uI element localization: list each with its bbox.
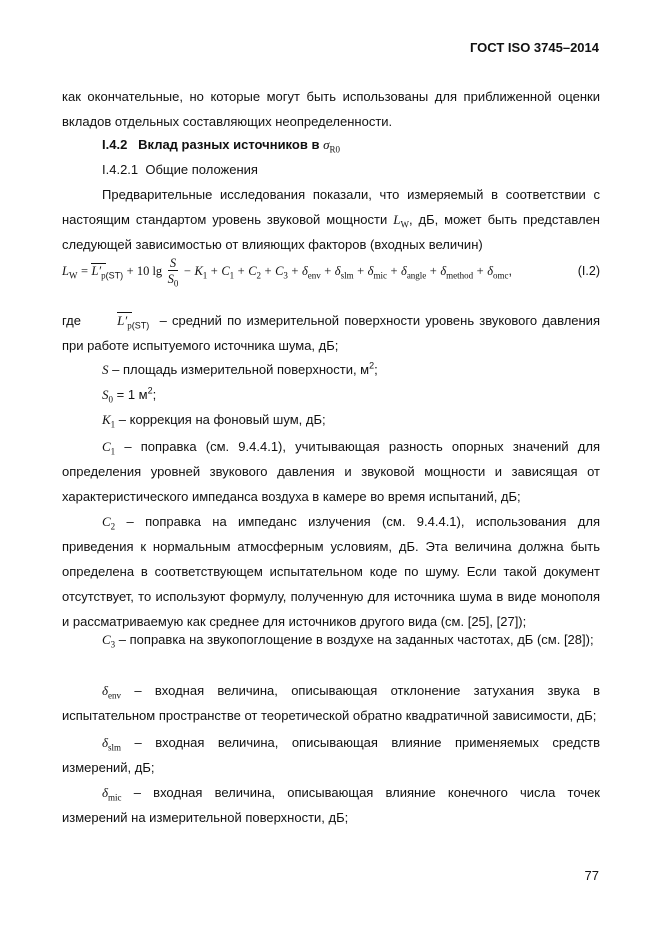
def-lp: где $L'_{p(ST)}$ – средний по измерительной поверхности уровень звукового давления при работе испытуемого источника шума, дБ; [62,313,600,353]
running-header: ГОСТ ISO 3745–2014 [469,40,599,55]
def-s0: $S_0 = 1$ $м^2$; [102,385,157,405]
def-slm: $\delta_{slm}$ – входная величина, описывающая влияние применяемых средств измерений, дБ; [62,735,600,775]
section-title: Вклад разных источников в [138,137,320,152]
paragraph-continuation: как окончательные, но которые могут быть использованы для приближенной оценки вкладов отдельных составляющих неопределенности. [62,89,600,129]
subsection-title: Общие положения [145,162,258,177]
section-symbol: $\sigma_{R0}$ [323,137,340,155]
def-c3: $C_3$ – поправка на звукопоглощение в воздухе на заданных частотах, дБ (см. [28]); [102,632,594,650]
def-env: $\delta_{env}$ – входная величина, описывающая отклонение затухания звука в испытательном пространстве от теоретической обратно квадратичной зависимости, дБ; [62,683,600,723]
def-k1: $K_1$ – коррекция на фоновый шум, дБ; [102,412,326,430]
subsection-heading [62,157,600,182]
subsection-number: I.4.2.1 [102,162,139,177]
equation-number: (I.2) [577,264,600,278]
def-mic: $\delta_{mic}$ – входная величина, описывающая влияние конечного числа точек измерений на измерительной поверхности, дБ; [62,785,600,825]
def-c1: $C_1$ – поправка (см. 9.4.4.1), учитывающая разность опорных значений для определения уровней звукового давления и звуковой мощности и зависящая от характеристического импеданса воздуха в камере во время испытаний, дБ; [62,439,600,504]
def-c2: $C_2$ – поправка на импеданс излучения (см. 9.4.4.1), использования для приведения к нормальным атмосферным условиям, дБ. Эта величина должна быть определена в соответствующем испытательном коде по шуму. Если такой документ отсутствует, то используют формулу, полученную для источника шума в виде монополя и рассматриваемую как среднее для источников другого вида (см. [25], [27]); [62,514,600,629]
section-heading [62,132,600,157]
intro-paragraph: Предварительные исследования показали, что измеряемый в соответствии с настоящим стандартом уровень звуковой мощности $L_W$, дБ, может быть представлен следующей зависимостью от влияющих факторов (входных величин) [62,187,600,252]
equation-i2: $L_W = L'_{p(ST)} + 10$ lg $\frac{S}{S_0}$ − $K_1 + C_1 + C_2 + C_3 + \delta_{env} + \delta_{slm} + \delta_{mic} + \delta_{angle} + \delta_{method} + \delta_{omc}$, (I.2) [62,256,600,289]
def-s: S – площадь измерительной поверхности, $м^2$; [102,360,378,377]
page-number: 77 [584,868,599,883]
section-number: I.4.2 [102,137,128,152]
